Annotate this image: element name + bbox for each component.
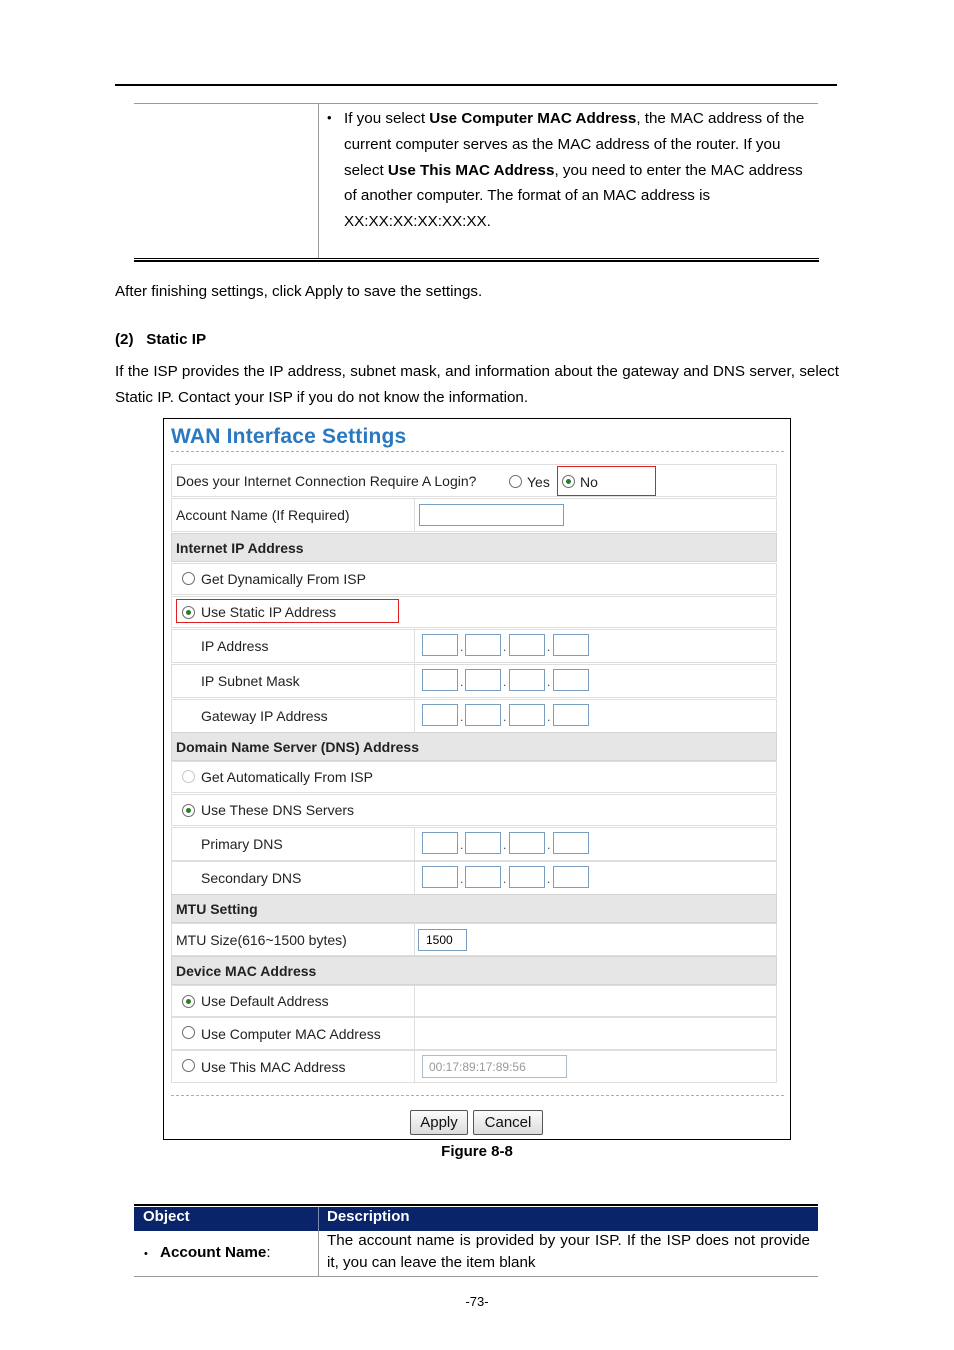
login-no-label: No (580, 474, 598, 490)
cell-divider (414, 630, 415, 662)
page-number: -73- (465, 1294, 489, 1309)
header-object: Object (143, 1208, 190, 1225)
row-divider (318, 1231, 319, 1276)
cancel-button[interactable]: Cancel (473, 1110, 543, 1135)
figure-caption: Figure 8-8 (441, 1143, 513, 1160)
mtu-row (171, 923, 777, 956)
dns-auto-label: Get Automatically From ISP (201, 769, 373, 785)
header-divider (318, 1207, 319, 1231)
row-description: The account name is provided by your ISP. If the ISP does not provide it, you can leave the item blank (327, 1232, 810, 1271)
account-name-input[interactable] (419, 504, 564, 526)
mac-default-label: Use Default Address (201, 993, 329, 1009)
cell-divider (414, 924, 415, 955)
desc-table-header (134, 1207, 818, 1231)
table-bottom-rule (134, 258, 819, 259)
apply-button[interactable]: Apply (410, 1110, 468, 1135)
title-divider (171, 451, 784, 452)
primary-dns-label: Primary DNS (201, 836, 283, 852)
dns-manual-row (171, 794, 777, 826)
mask-octet-3[interactable] (509, 669, 545, 691)
secondary-dns-row: Secondary DNS . . . (171, 861, 777, 895)
mask-octet-4[interactable] (553, 669, 589, 691)
mask-octet-1[interactable] (422, 669, 458, 691)
table-bottom-rule-thick (134, 260, 819, 262)
secondary-dns-label: Secondary DNS (201, 870, 302, 886)
internet-ip-section (171, 533, 777, 562)
mac-default-radio[interactable] (182, 995, 195, 1008)
account-name-label: Account Name (If Required) (176, 507, 350, 523)
bullet: • (327, 110, 332, 125)
cell-divider (414, 828, 415, 860)
login-yes-radio[interactable] (509, 475, 522, 488)
gateway-row: Gateway IP Address . . . (171, 699, 777, 733)
cell-divider (414, 665, 415, 697)
wan-title: WAN Interface Settings (171, 425, 407, 448)
dynamic-row (171, 563, 777, 595)
pdns-octet-4[interactable] (553, 832, 589, 854)
pdns-octet-1[interactable] (422, 832, 458, 854)
mac-this-label: Use This MAC Address (201, 1059, 346, 1075)
highlight-no (557, 466, 656, 496)
row-bullet: • (144, 1248, 148, 1260)
gateway-octet-1[interactable] (422, 704, 458, 726)
ip-octet-2[interactable] (465, 634, 501, 656)
dns-auto-radio[interactable] (182, 770, 195, 783)
mac-address-explanation: If you select Use Computer MAC Address, the MAC address of the current computer serves as the MAC address of the router. If you select Use This MAC Address, you need to enter the MAC address of another computer. The format of an MAC address is XX:XX:XX:XX:XX:XX. (344, 110, 805, 231)
static-ip-label: Use Static IP Address (201, 604, 337, 620)
wan-settings-screenshot (163, 418, 791, 1140)
dns-section (171, 732, 777, 761)
mtu-heading: MTU Setting (176, 901, 258, 917)
desc-table-top-rule (134, 1204, 818, 1206)
mac-computer-label: Use Computer MAC Address (201, 1026, 381, 1042)
mtu-label: MTU Size(616~1500 bytes) (176, 932, 347, 948)
mac-computer-row (171, 1017, 777, 1050)
subnet-row: IP Subnet Mask . . . (171, 664, 777, 698)
ip-octet-3[interactable] (509, 634, 545, 656)
cell-divider (414, 1018, 415, 1049)
mac-heading: Device MAC Address (176, 963, 317, 979)
ip-address-row: IP Address . . . (171, 629, 777, 663)
desc-table-bottom-rule (134, 1276, 818, 1277)
login-yes-label: Yes (527, 474, 550, 490)
dns-manual-radio[interactable] (182, 804, 195, 817)
mac-computer-radio[interactable] (182, 1026, 195, 1039)
sdns-octet-4[interactable] (553, 866, 589, 888)
dynamic-ip-label: Get Dynamically From ISP (201, 571, 366, 587)
gateway-label: Gateway IP Address (201, 708, 328, 724)
mac-address-input[interactable]: 00:17:89:17:89:56 (422, 1055, 567, 1078)
login-question: Does your Internet Connection Require A Login? (176, 473, 477, 489)
dynamic-ip-radio[interactable] (182, 572, 195, 585)
header-rule (115, 84, 837, 86)
dns-auto-row (171, 761, 777, 793)
mask-octet-2[interactable] (465, 669, 501, 691)
gateway-octet-2[interactable] (465, 704, 501, 726)
cell-divider (414, 986, 415, 1016)
login-row (171, 464, 777, 497)
ip-octet-1[interactable] (422, 634, 458, 656)
gateway-octet-4[interactable] (553, 704, 589, 726)
mac-this-radio[interactable] (182, 1059, 195, 1072)
dns-heading: Domain Name Server (DNS) Address (176, 739, 420, 755)
mtu-input[interactable]: 1500 (418, 929, 467, 951)
subnet-mask-label: IP Subnet Mask (201, 673, 300, 689)
cell-divider (414, 1051, 415, 1082)
dns-manual-label: Use These DNS Servers (201, 802, 355, 818)
primary-dns-row: Primary DNS . . . (171, 827, 777, 861)
highlight-static (176, 599, 399, 623)
header-description: Description (327, 1208, 410, 1225)
ip-octet-4[interactable] (553, 634, 589, 656)
pdns-octet-3[interactable] (509, 832, 545, 854)
table-divider (318, 103, 319, 258)
mac-default-row (171, 985, 777, 1017)
footer-divider (171, 1095, 784, 1096)
static-ip-paragraph: If the ISP provides the IP address, subnet mask, and information about the gateway and DNS server, select Static IP. Contact your ISP if you do not know the information. (115, 363, 839, 406)
cell-divider (414, 862, 415, 894)
apply-instruction: After finishing settings, click Apply to save the settings. (115, 283, 483, 300)
internet-ip-heading: Internet IP Address (176, 540, 304, 556)
ip-address-label: IP Address (201, 638, 269, 654)
section-heading: (2) Static IP (115, 331, 207, 348)
mac-section (171, 956, 777, 985)
sdns-octet-1[interactable] (422, 866, 458, 888)
mac-this-row (171, 1050, 777, 1083)
account-row (171, 498, 777, 532)
gateway-octet-3[interactable] (509, 704, 545, 726)
mtu-section (171, 894, 777, 923)
cell-divider (414, 700, 415, 732)
sdns-octet-2[interactable] (465, 866, 501, 888)
cell-divider (414, 499, 415, 531)
sdns-octet-3[interactable] (509, 866, 545, 888)
pdns-octet-2[interactable] (465, 832, 501, 854)
row-object: Account Name: (160, 1244, 271, 1261)
